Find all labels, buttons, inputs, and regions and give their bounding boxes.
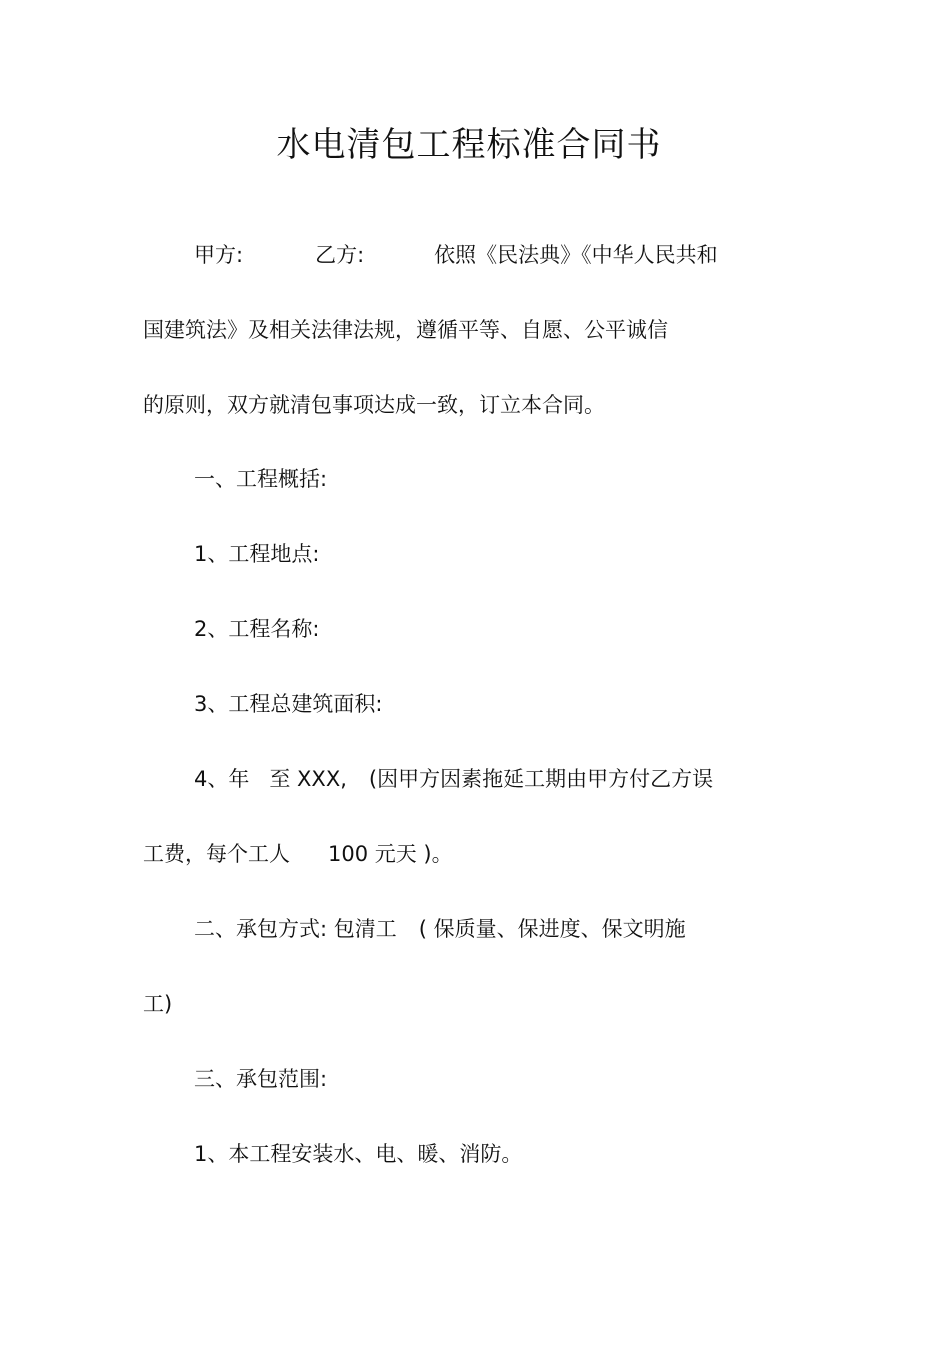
item-4-to: 至 XXX, [269,767,347,791]
section-3-item-1: 1、本工程安装水、电、暖、消防。 [194,1142,523,1166]
item-4-note: (因甲方因素拖延工期由甲方付乙方误 [368,767,714,791]
section-1-item-1: 1、工程地点: [194,542,320,566]
section-1-item-2: 2、工程名称: [194,617,320,641]
section-1-item-3: 3、工程总建筑面积: [194,692,383,716]
document-title: 水电清包工程标准合同书 [276,125,662,165]
item-4-fee-label: 工费，每个工人 [143,842,290,866]
item-4-fee-value: 100 元天 )。 [328,842,453,866]
intro-line-3: 的原则，双方就清包事项达成一致，订立本合同。 [143,393,605,417]
party-a-label: 甲方: [194,243,244,267]
party-b-label: 乙方: [315,243,365,267]
item-4-year: 4、年 [194,767,250,791]
section-1-item-4-cont [143,839,453,869]
contract-method-note: ( 保质量、保进度、保文明施 [418,917,686,941]
section-2-heading [194,914,686,944]
section-2-heading-cont: 工) [143,992,173,1016]
intro-line-2: 国建筑法》及相关法律法规，遵循平等、自愿、公平诚信 [143,318,668,342]
intro-line-1 [194,240,718,270]
section-1-item-4 [194,764,713,794]
intro-text-1: 依照《民法典》《中华人民共和 [434,243,718,267]
section-1-heading: 一、工程概括: [194,467,328,491]
section-3-heading: 三、承包范围: [194,1067,328,1091]
contract-method: 二、承包方式: 包清工 [194,917,397,941]
